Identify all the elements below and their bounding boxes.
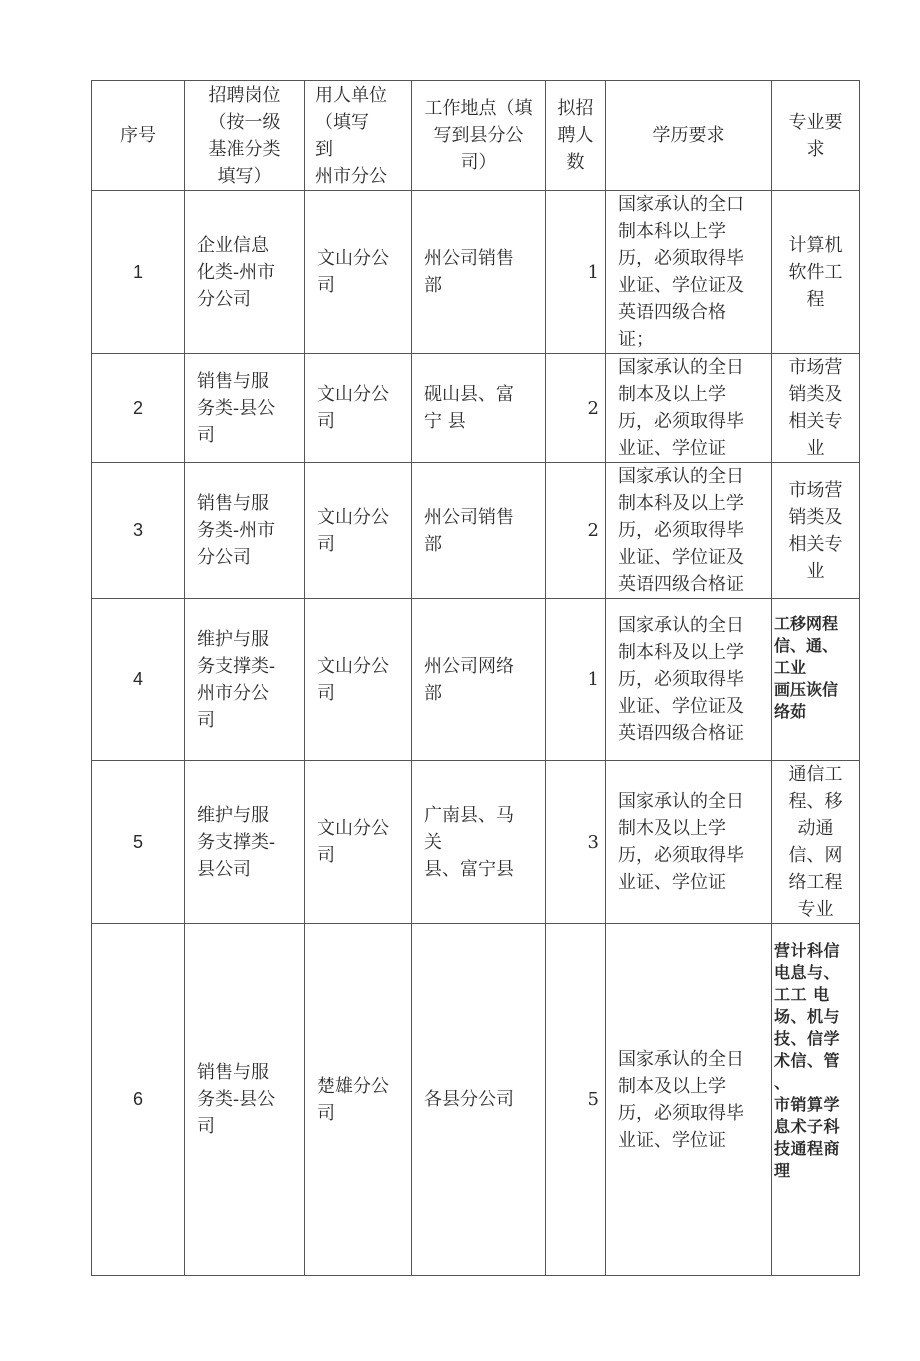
row-count: 5 [546,924,606,1276]
table-row [92,599,860,761]
row-unit: 文山分公 司 [305,599,412,761]
row-post: 销售与服 务类-县公 司 [185,924,305,1276]
table-row [92,354,860,463]
header-row [92,81,860,191]
table-row [92,463,860,599]
row-location: 州公司网络 部 [412,599,546,761]
header-location: 工作地点（填 写到县分公 司） [412,81,546,191]
row-education: 国家承认的全日 制本科及以上学 历，必须取得毕 业证、学位证及 英语四级合格证 [606,599,772,761]
row-education: 国家承认的全日 制本及以上学 历，必须取得毕 业证、学位证 [606,354,772,463]
row-unit: 楚雄分公 司 [305,924,412,1276]
row-count: 1 [546,191,606,354]
row-post: 企业信息 化类-州市 分公司 [185,191,305,354]
table-row [92,761,860,924]
table-row [92,191,860,354]
header-unit: 用人单位 （填写 到 州市分公 [305,81,412,191]
recruitment-table [91,80,860,1276]
row-post: 维护与服 务支撑类- 县公司 [185,761,305,924]
row-unit: 文山分公 司 [305,354,412,463]
row-unit: 文山分公 司 [305,761,412,924]
row-no: 4 [92,599,185,761]
row-location: 州公司销售 部 [412,191,546,354]
row-count: 3 [546,761,606,924]
row-unit: 文山分公 司 [305,463,412,599]
header-major: 专业要 求 [772,81,860,191]
row-major: 市场营 销类及 相关专 业 [772,463,860,599]
header-no: 序号 [92,81,185,191]
row-location: 州公司销售 部 [412,463,546,599]
row-no: 1 [92,191,185,354]
row-no: 5 [92,761,185,924]
row-education: 国家承认的全日 制本及以上学 历，必须取得毕 业证、学位证 [606,924,772,1276]
header-post: 招聘岗位 （按一级 基准分类 填写） [185,81,305,191]
row-post: 销售与服 务类-县公 司 [185,354,305,463]
row-major: 计算机 软件工 程 [772,191,860,354]
row-education: 国家承认的全口 制本科以上学 历，必须取得毕 业证、学位证及 英语四级合格 证； [606,191,772,354]
row-location: 广南县、马 关 县、富宁县 [412,761,546,924]
row-location: 各县分公司 [412,924,546,1276]
row-major: 通信工 程、移 动通 信、网 络工程 专业 [772,761,860,924]
header-count: 拟招 聘人 数 [546,81,606,191]
row-no: 6 [92,924,185,1276]
header-education: 学历要求 [606,81,772,191]
row-unit: 文山分公 司 [305,191,412,354]
row-no: 3 [92,463,185,599]
row-location: 砚山县、富 宁 县 [412,354,546,463]
table-row [92,924,860,1276]
row-count: 1 [546,599,606,761]
row-post: 销售与服 务类-州市 分公司 [185,463,305,599]
row-count: 2 [546,463,606,599]
row-major: 工移网程 信、通、 工业 画压诙信 络茹 [772,599,860,761]
row-major: 营计科信 电息与、 工工 电 场、机与 技、信学 术信、管 、 市销算学 息术子科 技通程商 理 [772,924,860,1276]
row-no: 2 [92,354,185,463]
row-post: 维护与服 务支撑类- 州市分公 司 [185,599,305,761]
row-count: 2 [546,354,606,463]
row-education: 国家承认的全日 制本科及以上学 历，必须取得毕 业证、学位证及 英语四级合格证 [606,463,772,599]
row-major: 市场营 销类及 相关专 业 [772,354,860,463]
row-education: 国家承认的全日 制木及以上学 历，必须取得毕 业证、学位证 [606,761,772,924]
